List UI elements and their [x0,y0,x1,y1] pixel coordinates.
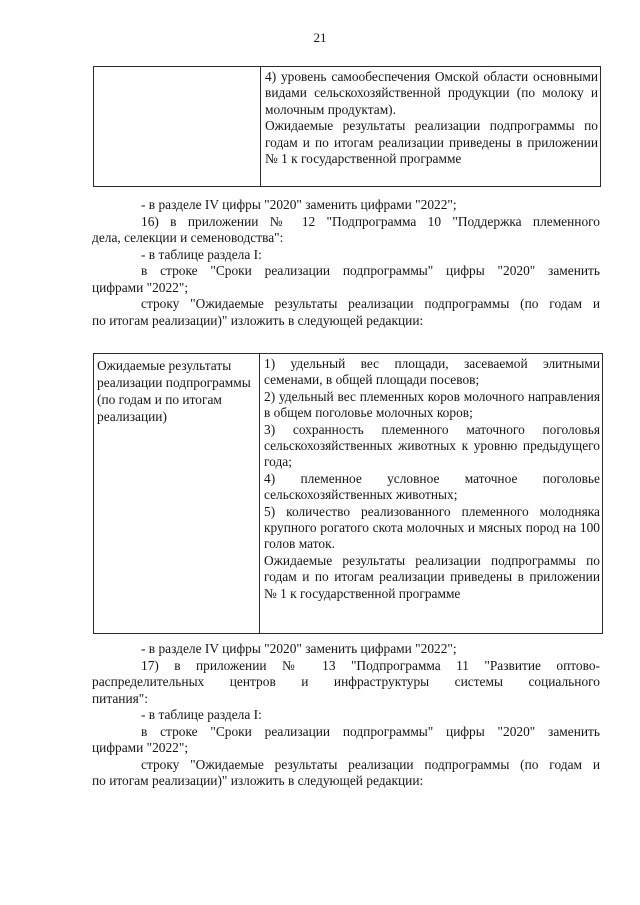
text-line: дела, селекции и семеноводства": [92,230,284,245]
table-continuation [93,66,601,187]
text-line: в строке "Сроки реализации подпрограммы" цифры "2020" заменить [141,723,600,739]
table-paragraph: 3) сохранность племенного маточного поголовья сельскохозяйственных животных к уровню предыдущего года; [264,421,600,470]
text-line: - в таблице раздела I: [141,246,262,262]
table-row [94,67,601,187]
amendment-text-block-1 [92,197,600,329]
text-line: цифрами "2022"; [92,279,189,295]
text-line: по итогам реализации)" изложить в следующей редакции: [92,773,424,788]
row-label: Ожидаемые результаты реализации подпрограммы (по годам и по итогам реализации) [97,358,251,424]
table-cell-right [261,67,601,187]
table-paragraph: Ожидаемые результаты реализации подпрограммы по годам и по итогам реализации приведены в приложении № 1 к государственной программе [265,118,598,167]
text-line: - в таблице раздела I: [141,707,262,722]
text-line: - в разделе IV цифры "2020" заменить цифрами "2022"; [141,197,457,212]
table-cell-left [94,354,260,634]
table-cell-right [260,354,603,634]
table-paragraph: 4) уровень самообеспечения Омской области основными видами сельскохозяйственной продукции (по молоку и молочным продуктам). [265,69,598,117]
text-line: питания": [92,690,148,706]
text-line: - в разделе IV цифры "2020" заменить цифрами "2022"; [141,641,457,656]
table-row [94,354,603,634]
text-line: строку "Ожидаемые результаты реализации подпрограммы (по годам и [141,296,600,311]
page-number: 21 [313,30,327,45]
text-line: 16) в приложении № 12 "Подпрограмма 10 "Поддержка племенного [141,213,600,229]
text-line: распределительных центров и инфраструктуры системы социального [92,674,600,689]
table-paragraph: 4) племенное условное маточное поголовье сельскохозяйственных животных; [264,470,600,503]
text-line: по итогам реализации)" изложить в следующей редакции: [92,312,424,328]
amendment-text-block-2 [92,641,600,790]
table-paragraph: 5) количество реализованного племенного молодняка крупного рогатого скота молочных и мясных пород на 100 голов маток. [264,503,600,552]
text-line: в строке "Сроки реализации подпрограммы" цифры "2020" заменить [141,263,600,278]
table-cell-left-empty [94,67,261,187]
text-line: 17) в приложении № 13 "Подпрограмма 11 "Развитие оптово- [141,657,600,673]
text-line: цифрами "2022"; [92,740,189,755]
table-new-wording [93,353,603,634]
table-paragraph: 1) удельный вес площади, засеваемой элитными семенами, в общей площади посевов; [264,356,600,388]
text-line: строку "Ожидаемые результаты реализации подпрограммы (по годам и [141,756,600,772]
table-paragraph: 2) удельный вес племенных коров молочного направления в общем поголовье молочных коров; [264,388,600,421]
table-paragraph: Ожидаемые результаты реализации подпрограммы по годам и по итогам реализации приведены в приложении № 1 к государственной программе [264,552,600,601]
